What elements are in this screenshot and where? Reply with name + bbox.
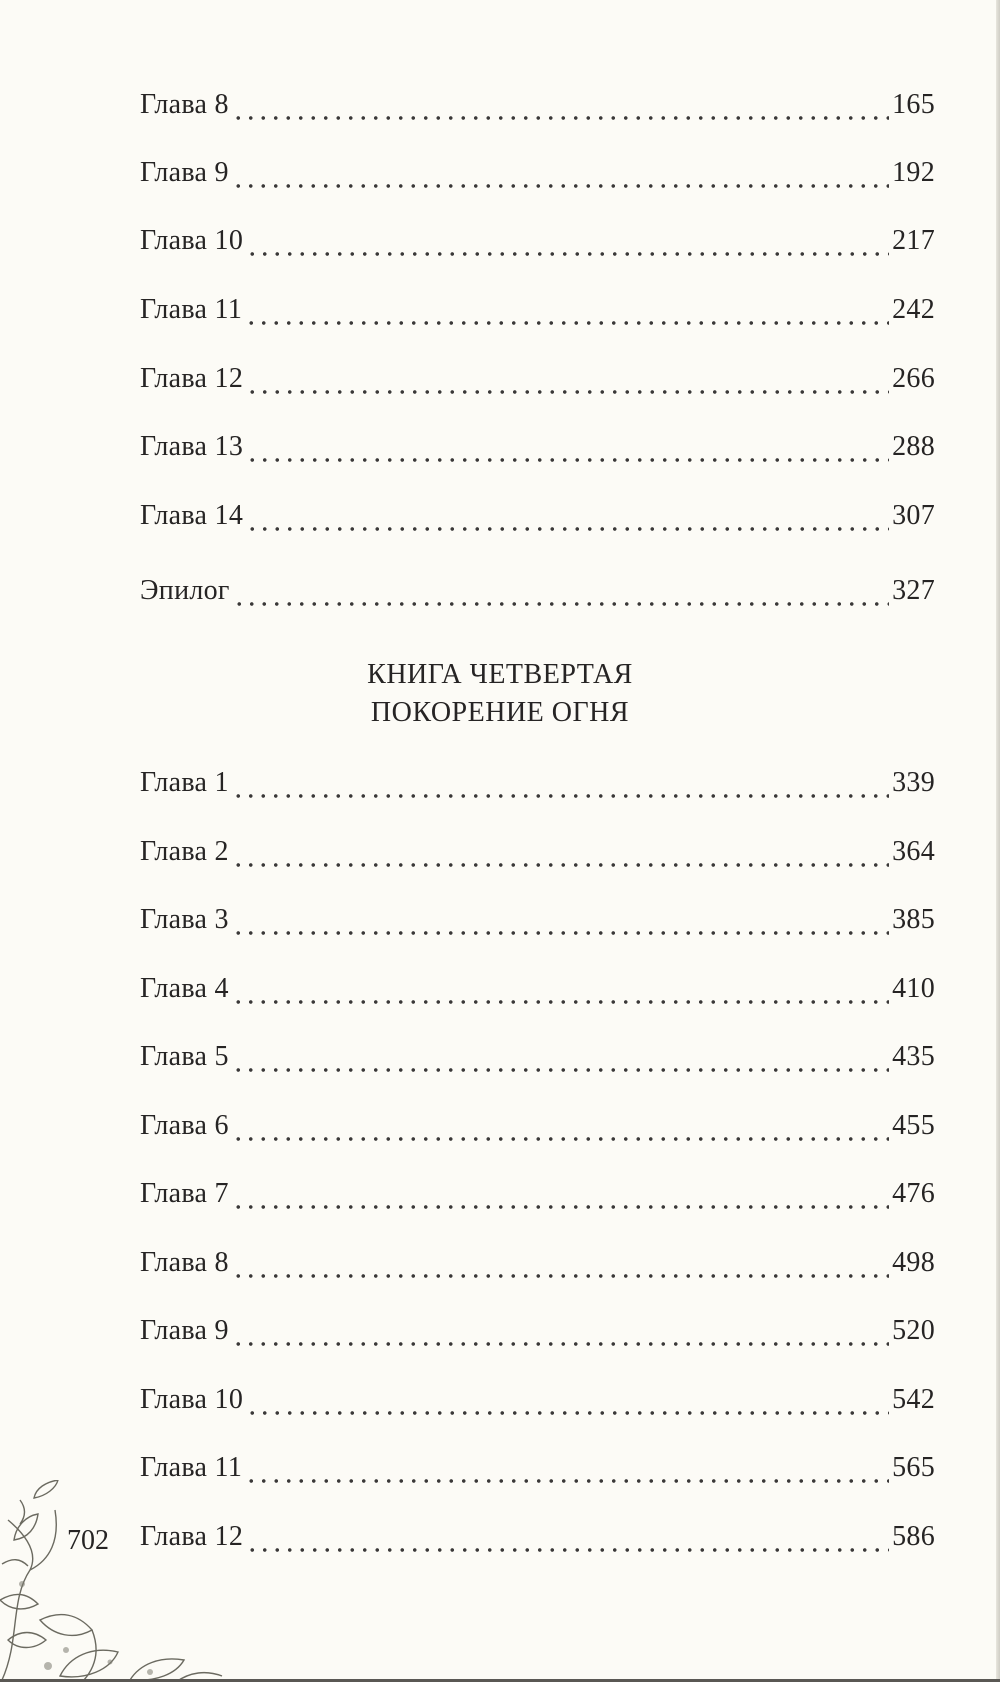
page-number: 702 <box>67 1525 109 1556</box>
toc-entry <box>140 424 935 464</box>
dot-leader <box>232 1040 889 1074</box>
toc-entry <box>140 897 935 937</box>
toc-entry-page: 217 <box>892 225 935 256</box>
toc-entry-label: Глава 12 <box>140 363 244 394</box>
dot-leader <box>246 499 889 533</box>
toc-entry-label: Глава 14 <box>140 500 244 531</box>
toc-entry-label: Глава 7 <box>140 1178 229 1209</box>
toc-entry <box>140 1240 935 1280</box>
toc-entry-label: Глава 4 <box>140 973 229 1004</box>
toc-entry <box>140 1034 935 1074</box>
toc-entry-label: Глава 12 <box>140 1521 244 1552</box>
toc-entry <box>140 1514 935 1554</box>
dot-leader <box>245 293 889 327</box>
toc-entry-label: Глава 2 <box>140 836 229 867</box>
toc-entry-page: 476 <box>892 1178 935 1209</box>
toc-entry-page: 455 <box>892 1110 935 1141</box>
toc-entry-label: Глава 10 <box>140 225 244 256</box>
dot-leader <box>232 766 889 800</box>
toc-entry <box>140 1445 935 1485</box>
toc-entry-label: Глава 13 <box>140 431 244 462</box>
toc-entry <box>140 1377 935 1417</box>
toc-entry-label: Глава 5 <box>140 1041 229 1072</box>
dot-leader <box>232 903 889 937</box>
dot-leader <box>246 1520 889 1554</box>
dot-leader <box>233 574 889 608</box>
toc-entry-page: 498 <box>892 1247 935 1278</box>
toc-entry-page: 385 <box>892 904 935 935</box>
toc-entry-label: Глава 10 <box>140 1384 244 1415</box>
dot-leader <box>232 88 889 122</box>
dot-leader <box>232 1109 889 1143</box>
toc-entry-page: 242 <box>892 294 935 325</box>
toc-entry <box>140 760 935 800</box>
toc-entry-page: 192 <box>892 157 935 188</box>
toc-entry-label: Глава 1 <box>140 767 229 798</box>
toc-entry-page: 364 <box>892 836 935 867</box>
section-heading-line-2: ПОКОРЕНИЕ ОГНЯ <box>370 697 630 728</box>
dot-leader <box>232 1177 889 1211</box>
toc-entry <box>140 493 935 533</box>
toc-entry-label: Глава 3 <box>140 904 229 935</box>
toc-entry-label: Глава 11 <box>140 1452 243 1483</box>
toc-entry <box>140 356 935 396</box>
toc-entry-page: 542 <box>892 1384 935 1415</box>
dot-leader <box>245 1451 889 1485</box>
page-edge <box>996 0 1000 1682</box>
dot-leader <box>246 224 889 258</box>
dot-leader <box>232 156 889 190</box>
toc-entry-label: Глава 8 <box>140 1247 229 1278</box>
toc-entry-label: Глава 8 <box>140 89 229 120</box>
toc-entry-page: 339 <box>892 767 935 798</box>
toc-entry-label: Глава 11 <box>140 294 243 325</box>
toc-entry <box>140 287 935 327</box>
toc-entry <box>140 568 935 608</box>
toc-entry-page: 266 <box>892 363 935 394</box>
dot-leader <box>246 1383 889 1417</box>
dot-leader <box>232 835 889 869</box>
section-heading-line-1: КНИГА ЧЕТВЕРТАЯ <box>367 659 633 690</box>
toc-entry-page: 586 <box>892 1521 935 1552</box>
toc-entry-page: 165 <box>892 89 935 120</box>
toc-entry-page: 307 <box>892 500 935 531</box>
toc-entry-page: 410 <box>892 973 935 1004</box>
toc-entry-label: Глава 9 <box>140 157 229 188</box>
toc-entry <box>140 1103 935 1143</box>
toc-entry <box>140 1171 935 1211</box>
toc-entry-page: 520 <box>892 1315 935 1346</box>
toc-entry <box>140 218 935 258</box>
toc-entry-label: Эпилог <box>140 575 230 606</box>
floral-ornament-icon <box>0 1480 240 1682</box>
toc-entry-label: Глава 9 <box>140 1315 229 1346</box>
dot-leader <box>232 972 889 1006</box>
toc-entry-page: 565 <box>892 1452 935 1483</box>
toc-entry-page: 327 <box>892 575 935 606</box>
dot-leader <box>232 1314 889 1348</box>
dot-leader <box>232 1246 889 1280</box>
toc-entry-page: 288 <box>892 431 935 462</box>
dot-leader <box>246 430 889 464</box>
toc-entry <box>140 966 935 1006</box>
toc-entry-page: 435 <box>892 1041 935 1072</box>
toc-entry <box>140 829 935 869</box>
toc-entry <box>140 1308 935 1348</box>
toc-entry <box>140 150 935 190</box>
toc-entry-label: Глава 6 <box>140 1110 229 1141</box>
dot-leader <box>246 362 889 396</box>
toc-entry <box>140 82 935 122</box>
